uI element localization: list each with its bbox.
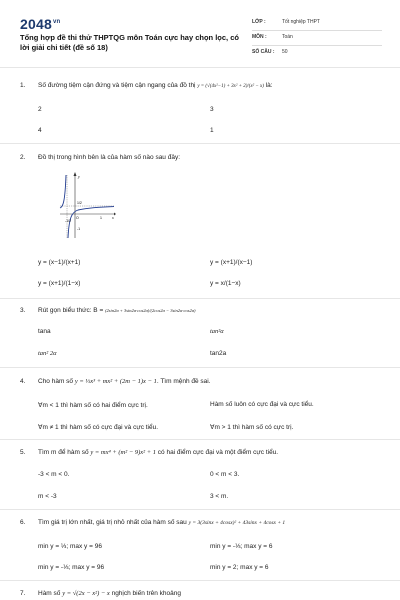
document-header xyxy=(20,16,382,60)
question-3-formula: (2sin2α + 3sin2α·cos2α)/(2cos2α − 3sin2α·cos2α) xyxy=(105,308,196,313)
q1-option-b[interactable]: 3 xyxy=(210,106,214,113)
document-meta xyxy=(252,16,382,60)
graph-label-origin: O xyxy=(76,216,79,220)
question-1-formula: y = (√(4x²−1) + 3x² + 2)/(x² − x) xyxy=(197,84,264,89)
q6-option-c[interactable]: min y = -⅓; max y = 96 xyxy=(38,564,105,571)
question-4-formula: y = ⅓x³ + mx² + (2m − 1)x − 1 xyxy=(74,378,157,385)
q5-option-b[interactable]: 0 < m < 3. xyxy=(210,471,240,478)
document-title: Tổng hợp đề thi thử THPTQG môn Toán cực hay chọn lọc, có lời giải chi tiết (đề số 18) xyxy=(20,33,239,52)
graph-label-half: 1/2 xyxy=(77,201,82,205)
graph-label-minus-one: -1 xyxy=(77,227,81,231)
q2-option-d[interactable]: y = x/(1−x) xyxy=(210,280,241,287)
q4-option-d[interactable]: ∀m > 1 thì hàm số có cực trị. xyxy=(210,424,294,431)
q1-option-d[interactable]: 1 xyxy=(210,127,214,134)
graph-label-x: x xyxy=(112,215,114,220)
q3-option-a[interactable]: tana xyxy=(38,328,51,335)
question-6-formula: y = 3(3sinx + 4cosx)² + 43sinx + 4cosx + 1 xyxy=(188,520,286,526)
divider xyxy=(0,143,400,144)
q2-option-b[interactable]: y = (x+1)/(x−1) xyxy=(210,259,253,266)
q5-option-c[interactable]: m < -3 xyxy=(38,493,57,500)
divider xyxy=(0,367,400,368)
q3-option-d[interactable]: tan2a xyxy=(210,350,227,357)
question-7-formula: y = √(2x − x²) − x xyxy=(62,590,110,597)
divider xyxy=(0,439,400,440)
document-page: $2048^{vn}$ Tổng hợp đề thi thử THPTQG môn Toán cực hay chọn lọc, có lời giải chi tiết (đề số 18) LỚP : Tốt nghiệp THPT MÔN : Toán SỐ CÂU : 50 1. Số đường tiệm cận đứng và tiệm cận ngang của đồ thị y = (√(4x²−1) + 3x² + 2)/(x² − x) là: 2 3 4 1 2. Đồ thị trong hình bên là của hàm số nào sau đây: y x O 1/2 1 -1 -1/2 y = (x−1)/(x+1) y = (x+1)/(x−1) y = (x+1)/(1−x) y = x/(1−x) 3. Rút gọn biểu thức: B = (2sin2α + 3sin2α·cos2α)/(2cos2α − 3sin2α·cos2α) tana tan²α tan² 2α tan2a 4. Cho hàm số y = ⅓x³ + mx² + (2m − 1)x − 1. Tìm mệnh đề sai. ∀m < 1 thì hàm số có hai điểm cực trị. Hàm số luôn có cực đại và cực tiểu. ∀m ≠ 1 thì hàm số có cực đại và cực tiểu. ∀m > 1 thì hàm số có cực trị. 5. Tìm m để hàm số y = mx⁴ + (m² − 9)x² + 1 có hai điểm cực đại và một điểm cực tiểu. -3 < m < 0. 0 < m < 3. m < -3 3 < m. 6. Tìm giá trị lớn nhất, giá trị nhỏ nhất của hàm số sau y = 3(3sinx + 4cosx)² + 43sinx + 4cosx + 1 min y = ⅓; max y = 96 min y = -⅓; max y = 6 min y = -⅓; max y = 96 min y = 2; max y = 6 7. Hàm số y = √(2x − x²) − x nghịch biến trên khoảng xyxy=(0,0,400,600)
q6-option-d[interactable]: min y = 2; max y = 6 xyxy=(210,564,269,571)
q6-option-a[interactable]: min y = ⅓; max y = 96 xyxy=(38,543,102,550)
divider xyxy=(0,580,400,581)
q1-option-c[interactable]: 4 xyxy=(38,127,42,134)
q2-option-a[interactable]: y = (x−1)/(x+1) xyxy=(38,259,81,266)
q3-option-c[interactable]: tan² 2α xyxy=(38,350,57,357)
site-logo[interactable]: $2048^{vn}$ xyxy=(20,16,61,32)
graph-label-minus-half: -1/2 xyxy=(65,219,72,223)
meta-question-count: SỐ CÂU : 50 xyxy=(252,49,288,55)
q5-option-d[interactable]: 3 < m. xyxy=(210,493,229,500)
divider xyxy=(0,509,400,510)
q2-option-c[interactable]: y = (x+1)/(1−x) xyxy=(38,280,81,287)
meta-class: LỚP : Tốt nghiệp THPT xyxy=(252,16,382,31)
q4-option-b[interactable]: Hàm số luôn có cực đại và cực tiểu. xyxy=(210,401,314,408)
question-5-formula: y = mx⁴ + (m² − 9)x² + 1 xyxy=(90,449,156,456)
q6-option-b[interactable]: min y = -⅓; max y = 6 xyxy=(210,543,273,550)
q4-option-c[interactable]: ∀m ≠ 1 thì hàm số có cực đại và cực tiểu. xyxy=(38,424,159,431)
q5-option-a[interactable]: -3 < m < 0. xyxy=(38,471,70,478)
q1-option-a[interactable]: 2 xyxy=(38,106,42,113)
header-divider xyxy=(0,67,400,68)
divider xyxy=(0,298,400,299)
graph-label-one: 1 xyxy=(100,216,102,220)
q3-option-b[interactable]: tan²α xyxy=(210,328,224,335)
q4-option-a[interactable]: ∀m < 1 thì hàm số có hai điểm cực trị. xyxy=(38,402,148,409)
graph-label-y: y xyxy=(78,174,80,179)
meta-subject: MÔN : Toán xyxy=(252,31,382,46)
function-graph xyxy=(58,172,116,240)
